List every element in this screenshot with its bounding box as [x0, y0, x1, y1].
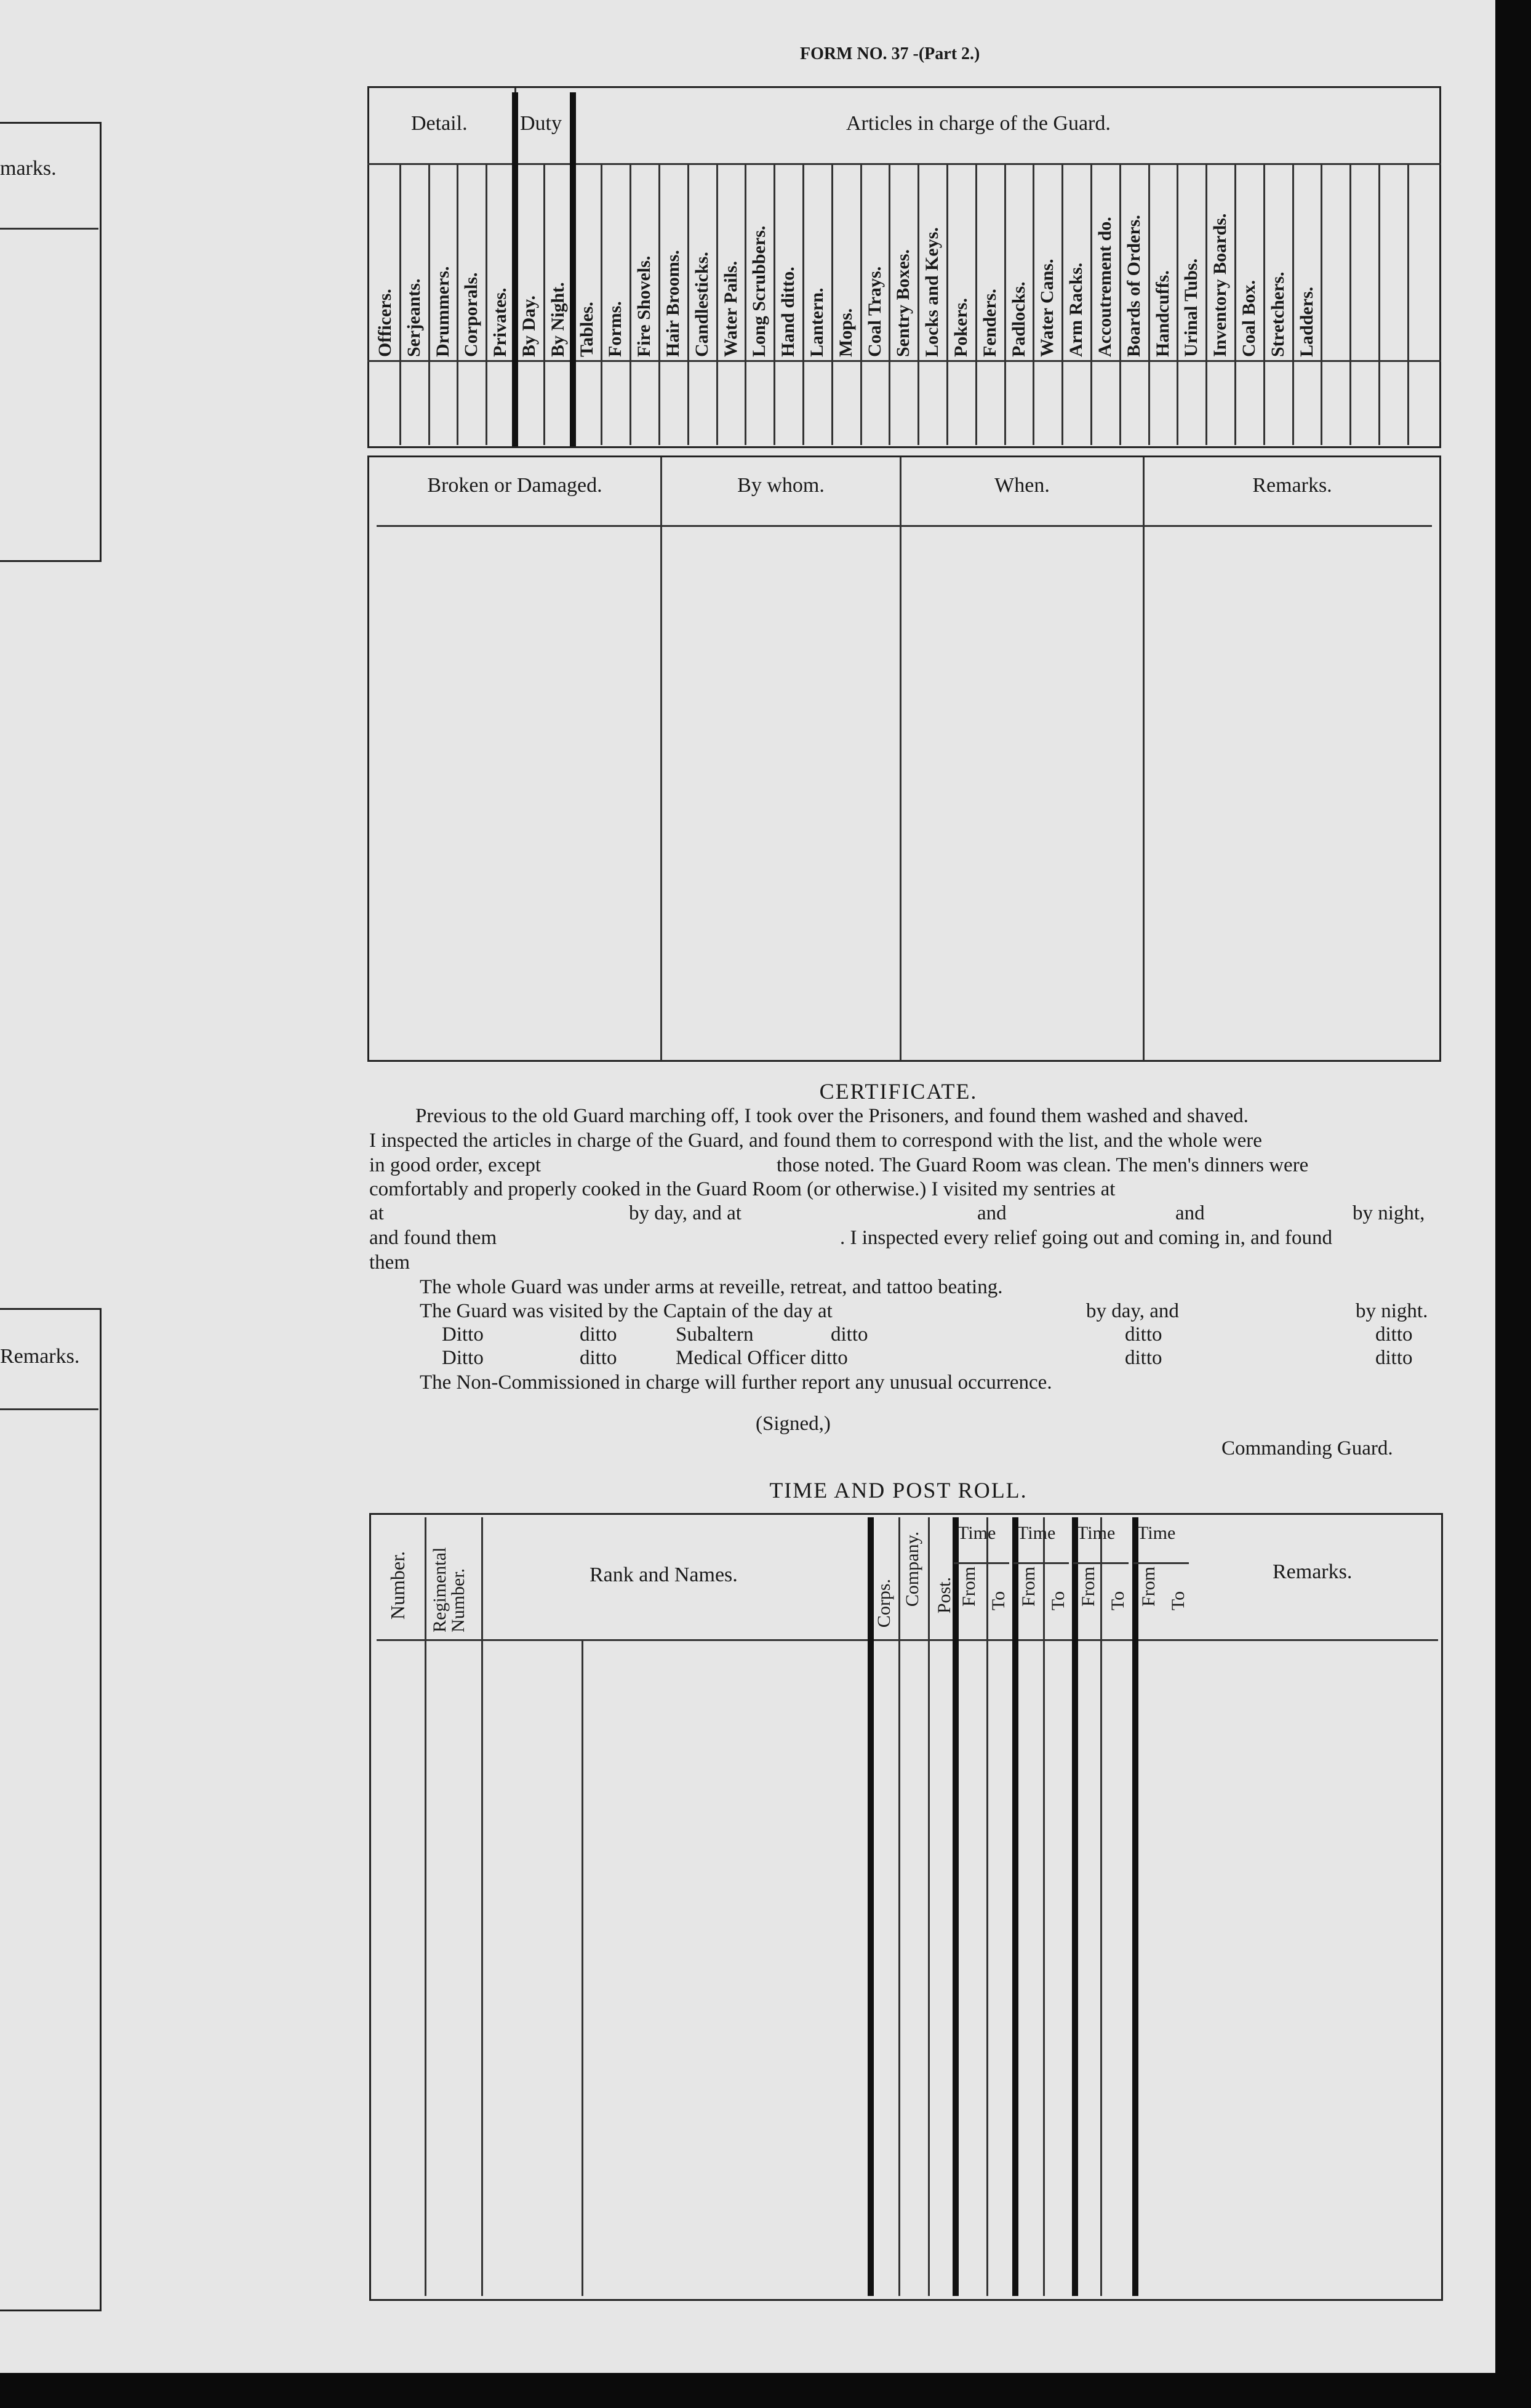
left-remarks-box-top — [0, 122, 102, 562]
articles-column-label: Officers. — [375, 289, 395, 357]
company-header: Company. — [902, 1531, 922, 1607]
articles-column-label: Forms. — [605, 301, 626, 357]
cert-line-5a: at — [369, 1202, 384, 1224]
time-from-header: From — [959, 1567, 979, 1607]
articles-column-divider — [889, 165, 890, 445]
time-to-header: To — [1108, 1591, 1128, 1611]
articles-column-divider — [543, 165, 545, 445]
articles-column-divider — [1004, 165, 1006, 445]
articles-column-label: Urinal Tubs. — [1181, 258, 1202, 357]
articles-column-divider — [917, 165, 919, 445]
cert-line-10-ditto: ditto — [580, 1323, 617, 1346]
cert-line-4: comfortably and properly cooked in the Guard Room (or otherwise.) I visited my sentries at — [369, 1178, 1116, 1200]
cert-line-11-ditto: Ditto — [442, 1347, 484, 1369]
articles-column-label: Accoutrement do. — [1095, 217, 1115, 357]
cert-line-11-medical: Medical Officer ditto — [676, 1347, 848, 1369]
cert-line-9c: by night. — [1356, 1300, 1428, 1322]
roll-column-divider — [481, 1517, 483, 2296]
cert-line-5c: and — [977, 1202, 1007, 1224]
articles-column-label: Long Scrubbers. — [749, 225, 770, 357]
articles-column-divider — [512, 92, 518, 446]
left-rule — [0, 1408, 98, 1410]
articles-column-divider — [1090, 165, 1092, 445]
time-to-header: To — [1168, 1591, 1188, 1611]
articles-column-divider — [716, 165, 718, 445]
articles-column-divider — [745, 165, 746, 445]
cert-line-10-ditto: ditto — [831, 1323, 868, 1346]
articles-column-label: Serjeants. — [403, 278, 424, 357]
articles-column-label: Padlocks. — [1008, 281, 1029, 357]
cert-line-6b: . I inspected every relief going out and coming in, and found — [840, 1227, 1333, 1249]
articles-column-label: Hair Brooms. — [663, 250, 683, 357]
damage-divider — [660, 457, 662, 1061]
articles-column-label: Water Cans. — [1037, 259, 1058, 357]
roll-title: TIME AND POST ROLL. — [769, 1478, 1028, 1503]
remarks-roll-header: Remarks. — [1273, 1560, 1353, 1583]
cert-line-6a: and found them — [369, 1227, 497, 1249]
articles-column-divider — [601, 165, 602, 445]
articles-column-divider — [1205, 165, 1207, 445]
articles-column-label: Corporals. — [461, 272, 482, 357]
roll-column-divider — [1043, 1517, 1045, 2296]
cert-line-8: The whole Guard was under arms at reveille, retreat, and tattoo beating. — [420, 1276, 1003, 1298]
articles-column-label: Ladders. — [1296, 286, 1317, 357]
articles-column-divider — [860, 165, 862, 445]
broken-damaged-header: Broken or Damaged. — [427, 474, 602, 497]
articles-column-label: Pokers. — [951, 298, 971, 357]
articles-column-label: By Night. — [547, 282, 568, 357]
cert-line-5e: by night, — [1353, 1202, 1425, 1224]
cert-line-10-ditto: ditto — [1125, 1323, 1162, 1346]
regimental-number-header: Regimental Number. — [430, 1547, 468, 1632]
cert-line-11-ditto: ditto — [1125, 1347, 1162, 1369]
articles-column-divider — [946, 165, 948, 445]
time-group-header: Time — [1137, 1523, 1176, 1543]
certificate-title: CERTIFICATE. — [819, 1079, 978, 1104]
cert-line-10-ditto: ditto — [1375, 1323, 1413, 1346]
articles-column-divider — [630, 165, 631, 445]
articles-column-label: Coal Trays. — [864, 266, 885, 357]
form-number: FORM NO. 37 -(Part 2.) — [800, 44, 980, 63]
left-remarks-label-bottom: Remarks. — [0, 1345, 80, 1368]
roll-column-divider — [898, 1517, 900, 2296]
cert-line-5b: by day, and at — [629, 1202, 742, 1224]
time-group-rule — [1073, 1562, 1129, 1564]
articles-column-divider — [1292, 165, 1294, 445]
time-group-header: Time — [957, 1523, 996, 1543]
corps-header: Corps. — [874, 1579, 894, 1628]
articles-column-divider — [428, 165, 430, 445]
damage-divider — [900, 457, 901, 1061]
cert-line-9b: by day, and — [1086, 1300, 1179, 1322]
articles-column-label: Drummers. — [432, 266, 453, 357]
articles-column-divider — [1148, 165, 1150, 445]
articles-column-label: Privates. — [490, 287, 511, 357]
articles-column-label: Lantern. — [807, 287, 827, 357]
articles-column-divider — [1349, 165, 1351, 445]
damage-divider — [1143, 457, 1145, 1061]
articles-column-label: Locks and Keys. — [922, 227, 943, 357]
rank-names-header: Rank and Names. — [590, 1563, 738, 1586]
articles-column-label: Hand ditto. — [778, 267, 799, 357]
commanding-guard-label: Commanding Guard. — [1221, 1437, 1393, 1459]
time-group-rule — [1013, 1562, 1069, 1564]
articles-column-divider — [570, 92, 576, 446]
roll-column-divider — [1012, 1517, 1018, 2296]
number-header: Number. — [386, 1551, 409, 1620]
cert-line-9a: The Guard was visited by the Captain of the day at — [420, 1300, 833, 1322]
articles-column-label: Arm Racks. — [1066, 262, 1087, 357]
articles-column-label: Coal Box. — [1239, 279, 1259, 357]
by-whom-header: By whom. — [737, 474, 825, 497]
articles-column-divider — [1119, 165, 1121, 445]
when-header: When. — [994, 474, 1050, 497]
articles-label-rule — [367, 360, 1441, 362]
articles-column-divider — [802, 165, 804, 445]
articles-column-divider — [457, 165, 458, 445]
articles-column-divider — [1263, 165, 1265, 445]
articles-column-label: Inventory Boards. — [1210, 213, 1231, 357]
time-group-header: Time — [1017, 1523, 1056, 1543]
cert-line-10-ditto: Ditto — [442, 1323, 484, 1346]
articles-column-label: Fenders. — [979, 289, 1000, 357]
damage-header-rule — [377, 525, 1432, 527]
damage-table — [367, 456, 1441, 1062]
time-group-rule — [1133, 1562, 1189, 1564]
articles-header: Articles in charge of the Guard. — [846, 112, 1111, 135]
articles-column-label: Sentry Boxes. — [893, 249, 914, 357]
articles-column-label: By Day. — [519, 295, 539, 357]
articles-column-divider — [975, 165, 977, 445]
articles-column-divider — [1321, 165, 1322, 445]
articles-column-divider — [687, 165, 689, 445]
time-to-header: To — [1048, 1591, 1068, 1611]
roll-column-divider — [425, 1517, 426, 2296]
cert-line-3a: in good order, except — [369, 1154, 542, 1176]
roll-column-divider — [582, 1640, 583, 2296]
roll-column-divider — [928, 1517, 930, 2296]
articles-column-label: Candlesticks. — [691, 252, 712, 357]
signed-label: (Signed,) — [756, 1413, 831, 1435]
left-rule — [0, 228, 98, 230]
time-group-rule — [954, 1562, 1009, 1564]
roll-column-divider — [1072, 1517, 1078, 2296]
roll-column-divider — [953, 1517, 959, 2296]
cert-line-11-ditto: ditto — [580, 1347, 617, 1369]
articles-column-divider — [1033, 165, 1034, 445]
articles-column-divider — [658, 165, 660, 445]
left-remarks-box-bottom — [0, 1308, 102, 2311]
articles-column-divider — [773, 165, 775, 445]
cert-line-12: The Non-Commissioned in charge will further report any unusual occurrence. — [420, 1371, 1052, 1394]
articles-column-divider — [831, 165, 833, 445]
left-remarks-label-top: marks. — [0, 157, 57, 180]
cert-line-3b: those noted. The Guard Room was clean. The men's dinners were — [777, 1154, 1309, 1176]
time-from-header: From — [1018, 1567, 1039, 1607]
roll-column-divider — [1132, 1517, 1138, 2296]
damage-remarks-header: Remarks. — [1252, 474, 1332, 497]
articles-column-divider — [1407, 165, 1409, 445]
cert-line-2: I inspected the articles in charge of the Guard, and found them to correspond with the list, and the whole were — [369, 1130, 1262, 1152]
articles-column-divider — [486, 165, 487, 445]
articles-column-label: Stretchers. — [1267, 271, 1288, 357]
articles-column-divider — [1234, 165, 1236, 445]
time-from-header: From — [1138, 1567, 1159, 1607]
cert-line-11-ditto: ditto — [1375, 1347, 1413, 1369]
cert-line-7: them — [369, 1251, 410, 1274]
articles-column-label: Tables. — [576, 302, 597, 357]
roll-table — [369, 1513, 1443, 2301]
articles-header-rule — [367, 163, 1441, 165]
articles-column-label: Mops. — [835, 308, 856, 357]
post-header: Post. — [934, 1577, 954, 1614]
articles-column-divider — [1378, 165, 1380, 445]
time-group-header: Time — [1077, 1523, 1116, 1543]
detail-header: Detail. — [411, 112, 468, 135]
articles-column-divider — [399, 165, 401, 445]
roll-header-rule — [377, 1639, 1438, 1641]
cert-line-1: Previous to the old Guard marching off, I took over the Prisoners, and found them washed and shaved. — [415, 1105, 1249, 1127]
roll-column-divider — [868, 1517, 874, 2296]
time-to-header: To — [988, 1591, 1009, 1611]
articles-column-label: Water Pails. — [720, 260, 741, 357]
time-from-header: From — [1078, 1567, 1098, 1607]
articles-column-label: Boards of Orders. — [1123, 215, 1144, 357]
articles-column-divider — [1061, 165, 1063, 445]
articles-column-label: Fire Shovels. — [634, 255, 655, 357]
duty-header: Duty — [520, 112, 562, 135]
roll-column-divider — [986, 1517, 988, 2296]
articles-column-divider — [1177, 165, 1178, 445]
roll-column-divider — [1100, 1517, 1102, 2296]
cert-line-10-subaltern: Subaltern — [676, 1323, 754, 1346]
articles-column-label: Handcuffs. — [1152, 270, 1173, 357]
cert-line-5d: and — [1175, 1202, 1205, 1224]
